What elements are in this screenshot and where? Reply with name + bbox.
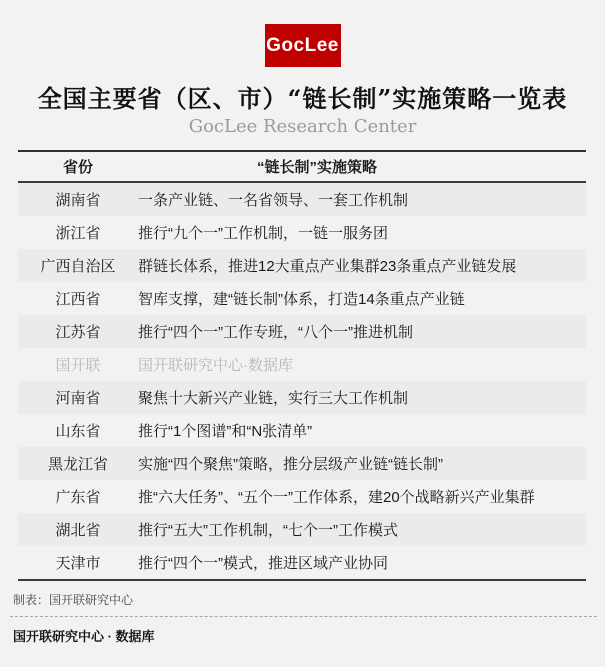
table-row	[18, 183, 586, 216]
province-cell: 广东省	[55, 489, 101, 506]
strategy-cell: 推行“四个一”模式，推进区域产业协同	[138, 555, 388, 572]
table-row	[18, 348, 586, 381]
table-row	[18, 249, 586, 282]
province-cell: 江苏省	[55, 324, 101, 341]
province-cell: 天津市	[55, 555, 101, 572]
province-cell: 广西自治区	[40, 258, 116, 275]
strategy-cell: 群链长体系，推进12大重点产业集群23条重点产业链发展	[138, 258, 517, 275]
page-title: 全国主要省（区、市）“链长制”实施策略一览表	[37, 84, 568, 113]
table-header-row	[18, 152, 586, 183]
strategy-table	[18, 150, 586, 581]
strategy-cell: 推行“四个一”工作专班，“八个一”推进机制	[138, 324, 413, 341]
province-cell: 山东省	[55, 423, 101, 440]
strategy-cell: 聚焦十大新兴产业链，实行三大工作机制	[138, 390, 409, 407]
goclee-logo: GocLee	[265, 24, 341, 67]
table-row	[18, 381, 586, 414]
table-row	[18, 447, 586, 480]
table-row	[18, 315, 586, 348]
strategy-cell: 推行“五大”工作机制，“七个一”工作模式	[138, 522, 398, 539]
table-body	[18, 183, 586, 581]
table-row	[18, 216, 586, 249]
province-cell: 国开联	[55, 357, 101, 374]
dashed-divider	[10, 616, 597, 617]
strategy-cell: 推行“九个一”工作机制，一链一服务团	[138, 225, 388, 242]
strategy-cell: 推“六大任务”、“五个一”工作体系，建20个战略新兴产业集群	[138, 489, 535, 506]
strategy-cell: 一条产业链、一名省领导、一套工作机制	[138, 192, 409, 209]
table-row	[18, 414, 586, 447]
province-cell: 浙江省	[55, 225, 101, 242]
strategy-cell: 推行“1个图谱”和“N张清单”	[138, 423, 313, 440]
subtitle: GocLee Research Center	[188, 116, 417, 137]
province-cell: 湖南省	[55, 192, 101, 209]
province-cell: 湖北省	[55, 522, 101, 539]
infographic-page	[0, 24, 605, 645]
table-row	[18, 513, 586, 546]
strategy-cell: 实施“四个聚焦”策略，推分层级产业链“链长制”	[138, 456, 443, 473]
province-cell: 黑龙江省	[47, 456, 108, 473]
footer-note: 制表：国开联研究中心	[13, 593, 134, 607]
header-province: 省份	[62, 159, 93, 176]
table-row	[18, 480, 586, 513]
footer-brand: 国开联研究中心 · 数据库	[13, 629, 155, 644]
header-strategy: “链长制”实施策略	[256, 159, 377, 176]
strategy-cell: 国开联研究中心·数据库	[138, 357, 293, 374]
table-row	[18, 546, 586, 579]
table-row	[18, 282, 586, 315]
province-cell: 江西省	[55, 291, 101, 308]
strategy-cell: 智库支撑，建“链长制”体系，打造14条重点产业链	[138, 291, 465, 308]
province-cell: 河南省	[55, 390, 101, 407]
